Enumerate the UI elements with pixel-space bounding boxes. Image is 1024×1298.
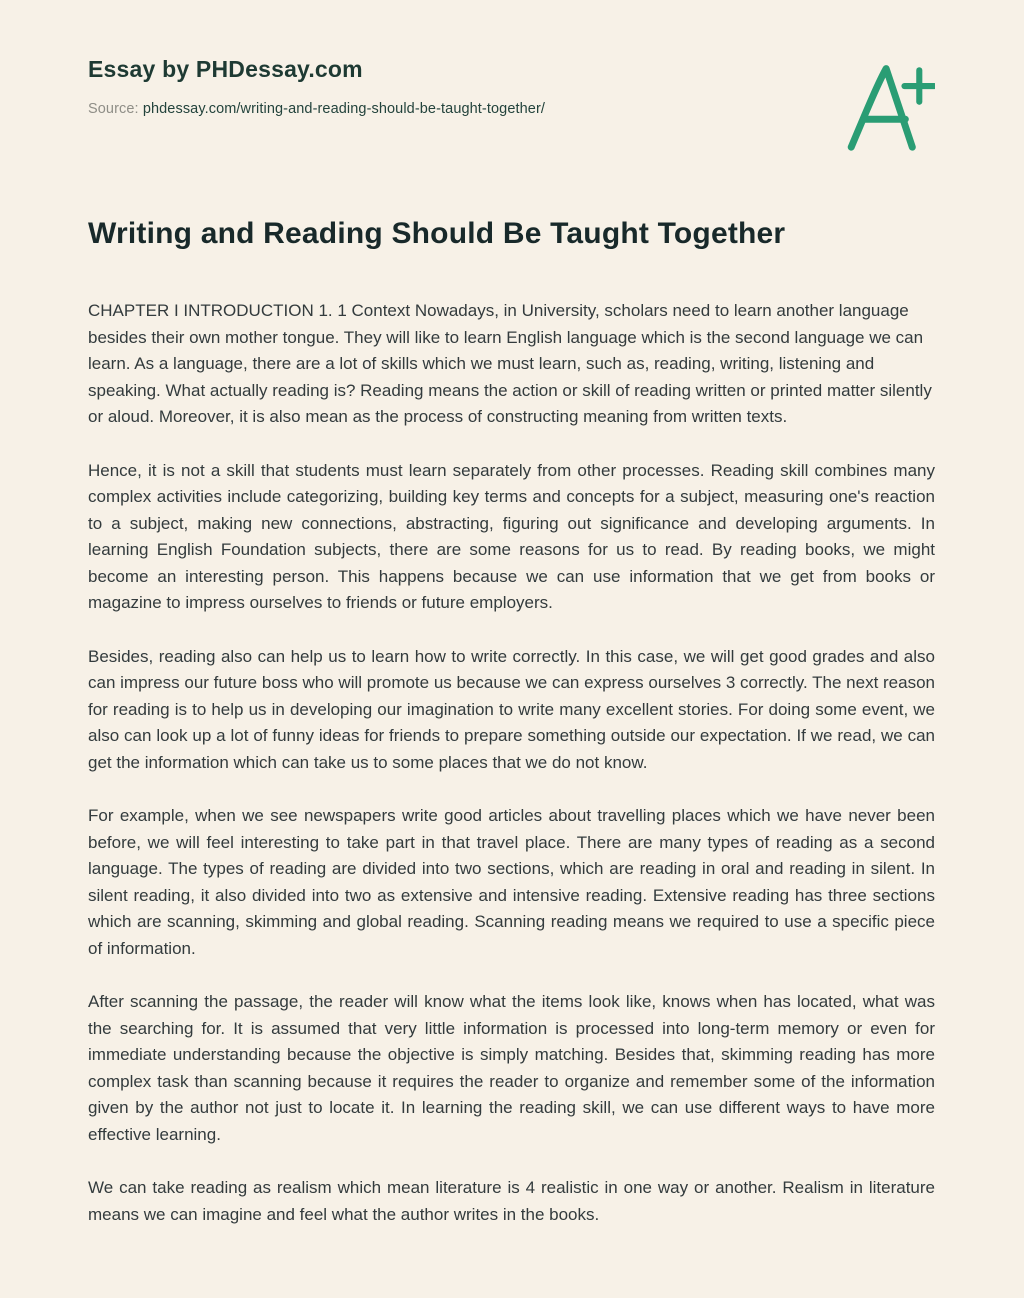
essay-paragraph: After scanning the passage, the reader will know what the items look like, knows when has located, what was the searching for. It is assumed that very little information is processed into long-term memory or even for immediate understanding because the objective is simply matching. Besides that, skimming reading has more complex task than scanning because it requires the reader to organize and remember some of the information given by the author not just to locate it. In learning the reading skill, we can use different ways to have more effective learning. (88, 992, 935, 1144)
brand-title: Essay by PHDessay.com (88, 56, 363, 82)
source-label: Source: (88, 101, 139, 117)
essay-paragraph: Besides, reading also can help us to learn how to write correctly. In this case, we will get good grades and also can impress our future boss who will promote us because we can express ourselves 3 correctly. The next reason for reading is to help us in developing our imagination to write many excellent stories. For doing some event, we also can look up a lot of funny ideas for friends to prepare something outside our expectation. If we read, we can get the information which can take us to some places that we do not know. (88, 646, 935, 772)
phdessay-logo (839, 54, 935, 160)
a-plus-icon (839, 54, 935, 160)
header-text-block (88, 52, 545, 117)
essay-paragraph: For example, when we see newspapers write good articles about travelling places which we have never been before, we will feel interesting to take part in that travel place. There are many types of reading as a second language. The types of reading are divided into two sections, which are reading in oral and reading in silent. In silent reading, it also divided into two as extensive and intensive reading. Extensive reading has three sections which are scanning, skimming and global reading. Scanning reading means we required to use a specific piece of information. (88, 806, 935, 958)
essay-body (88, 298, 935, 1228)
essay-paragraph: We can take reading as realism which mean literature is 4 realistic in one way or another. Realism in literature means we can imagine and feel what the author writes in the books. (88, 1178, 935, 1224)
essay-paragraph: CHAPTER I INTRODUCTION 1. 1 Context Nowadays, in University, scholars need to learn another language besides their own mother tongue. They will like to learn English language which is the second language we can learn. As a language, there are a lot of skills which we must learn, such as, reading, writing, listening and speaking. What actually reading is? Reading means the action or skill of reading written or printed matter silently or aloud. Moreover, it is also mean as the process of constructing meaning from written texts. (88, 301, 932, 426)
source-link[interactable]: phdessay.com/writing-and-reading-should-be-taught-together/ (142, 101, 545, 117)
source-line (88, 101, 545, 117)
essay-paragraph: Hence, it is not a skill that students must learn separately from other processes. Reading skill combines many complex activities include categorizing, building key terms and concepts for a subject, measuring one's reaction to a subject, making new connections, abstracting, figuring out significance and developing arguments. In learning English Foundation subjects, there are some reasons for us to read. By reading books, we might become an interesting person. This happens because we can use information that we get from books or magazine to impress ourselves to friends or future employers. (88, 460, 935, 612)
essay-title: Writing and Reading Should Be Taught Together (88, 217, 786, 250)
page-header (88, 52, 935, 160)
